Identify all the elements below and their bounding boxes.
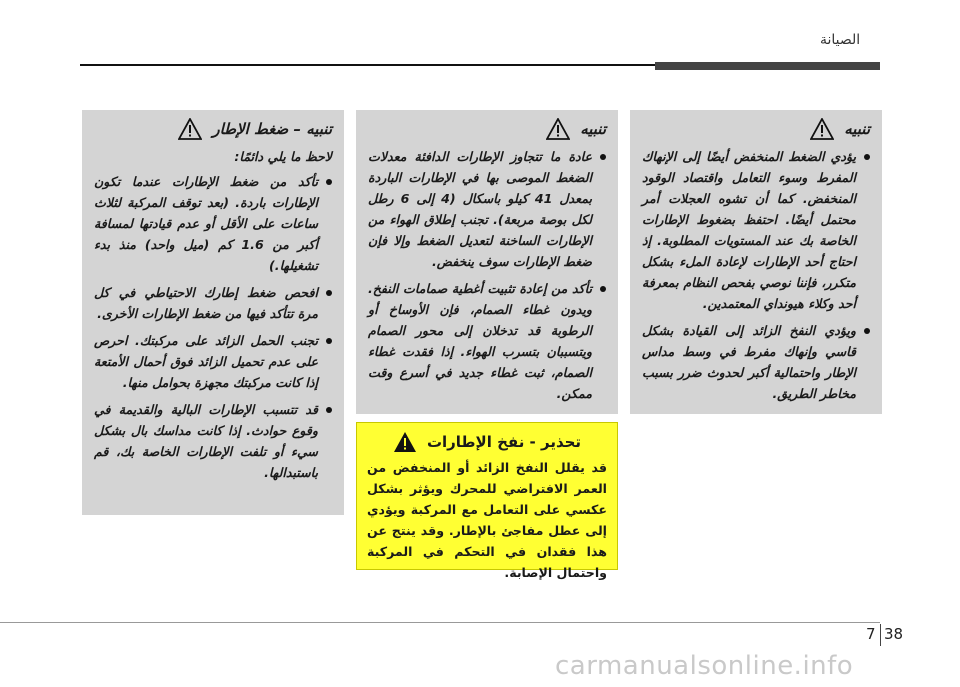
bullet-dot	[326, 338, 332, 344]
caution-heading	[367, 431, 607, 453]
note-bullets	[642, 146, 870, 404]
note-bullet-text: افحص ضغط إطارك الاحتياطي في كل مرة تتأكد فيها من ضغط الإطارات الأخرى.	[94, 285, 318, 321]
note-box-tire-pressure-low	[630, 110, 882, 414]
warning-triangle-icon	[810, 118, 834, 140]
note-bullet	[94, 282, 332, 324]
notes-column-right	[630, 110, 882, 414]
warning-triangle-icon	[546, 118, 570, 140]
note-bullet-text: تجنب الحمل الزائد على مركبتك. احرص على عدم تحميل الزائد فوق أحمال الأمتعة إذا كانت مركبتك مجهزة بحوامل منها.	[94, 333, 318, 390]
caution-box-tire-inflation	[356, 422, 618, 580]
note-box-tire-pressure	[82, 110, 344, 515]
page-number: 38	[884, 625, 904, 643]
note-box-warm-tires	[356, 110, 618, 414]
note-bullet-text: تأكد من ضغط الإطارات عندما تكون الإطارات باردة. (بعد توقف المركبة لثلاث ساعات على الأقل أو عدم قيادتها لمسافة أكبر من 1.6 كم (ميل واحد) منذ بدء تشغيلها.)	[94, 174, 318, 273]
note-title: تنبيه	[580, 120, 606, 138]
caution-title: تحذير - نفخ الإطارات	[426, 433, 582, 451]
caution-body: قد يقلل النفخ الزائد أو المنخفض من العمر الافتراضي للمحرك ويؤثر بشكل عكسي على التعامل مع المركبة ويؤدي إلى عطل مفاجئ بالإطار. وقد ينتج عن هذا فقدان في التحكم في المركبة واحتمال الإصابة.	[367, 460, 607, 580]
note-bullet-text: عادة ما تتجاوز الإطارات الدافئة معدلات الضغط الموصى بها في الإطارات الباردة بمعدل 41 كيلو باسكال (4 إلى 6 رطل لكل بوصة مربعة). تجنب إطلاق الهواء من الإطارات الساخنة لتعديل الضغط وإلا فإن ضغط الإطارات سوف ينخفض.	[368, 149, 592, 269]
note-bullet-text: يؤدي الضغط المنخفض أيضًا إلى الإنهاك المفرط وسوء التعامل واقتصاد الوقود المنخفض. كما أن تشوه العجلات أمر محتمل أيضًا. احتفظ بضغوط الإطارات الخاصة بك عند المستويات المطلوبة. إذ احتاج أحد الإطارات لإعادة الملء بشكل متكرر، فإننا نوصي بفحص النظام بمعرفة أحد وكلاء هيونداي المعتمدين.	[642, 149, 856, 311]
chapter-number: 7	[866, 625, 876, 643]
watermark: carmanualsonline.info	[555, 651, 854, 681]
note-bullet	[368, 278, 606, 404]
note-intro: لاحظ ما يلي دائمًا:	[234, 149, 332, 164]
section-title: الصيانة	[820, 32, 861, 48]
note-heading	[94, 118, 332, 140]
note-heading	[368, 118, 606, 140]
note-title: تنبيه	[844, 120, 870, 138]
caution-triangle-icon	[393, 431, 417, 453]
bullet-dot	[326, 407, 332, 413]
bottom-rule	[0, 622, 880, 623]
notes-column-middle	[356, 110, 618, 414]
note-bullets	[368, 146, 606, 404]
note-bullet	[642, 320, 870, 404]
bullet-dot	[600, 154, 606, 160]
top-accent-bar	[655, 62, 880, 70]
note-bullet-text: ويؤدي النفخ الزائد إلى القيادة بشكل قاسي وإنهاك مفرط في وسط مداس الإطار واحتمالية أكبر لحدوث ضرر بسبب مخاطر الطريق.	[642, 323, 856, 401]
bullet-dot	[326, 290, 332, 296]
bullet-dot	[600, 286, 606, 292]
note-bullet-text: تأكد من إعادة تثبيت أغطية صمامات النفخ. ويدون غطاء الصمام، فإن الأوساخ أو الرطوبة قد تدخلان إلى محور الصمام ويتسببان بتسرب الهواء. إذا فقدت غطاء الصمام، ثبت غطاء جديد في أسرع وقت ممكن.	[368, 281, 592, 401]
note-bullet	[368, 146, 606, 272]
note-bullets	[94, 171, 332, 483]
note-bullet-text: قد تتسبب الإطارات البالية والقديمة في وقوع حوادث. إذا كانت مداسك بال بشكل سيء أو تلفت الإطارات الخاصة بك، قم باستبدالها.	[94, 402, 318, 480]
note-heading	[642, 118, 870, 140]
note-bullet	[94, 399, 332, 483]
page-number-separator	[880, 624, 881, 646]
note-bullet	[94, 171, 332, 276]
bullet-dot	[864, 154, 870, 160]
warning-triangle-icon	[178, 118, 202, 140]
note-bullet	[94, 330, 332, 393]
bullet-dot	[864, 328, 870, 334]
bullet-dot	[326, 179, 332, 185]
note-bullet	[642, 146, 870, 314]
note-title: تنبيه – ضغط الإطار	[212, 120, 332, 138]
notes-column-left	[82, 110, 344, 515]
